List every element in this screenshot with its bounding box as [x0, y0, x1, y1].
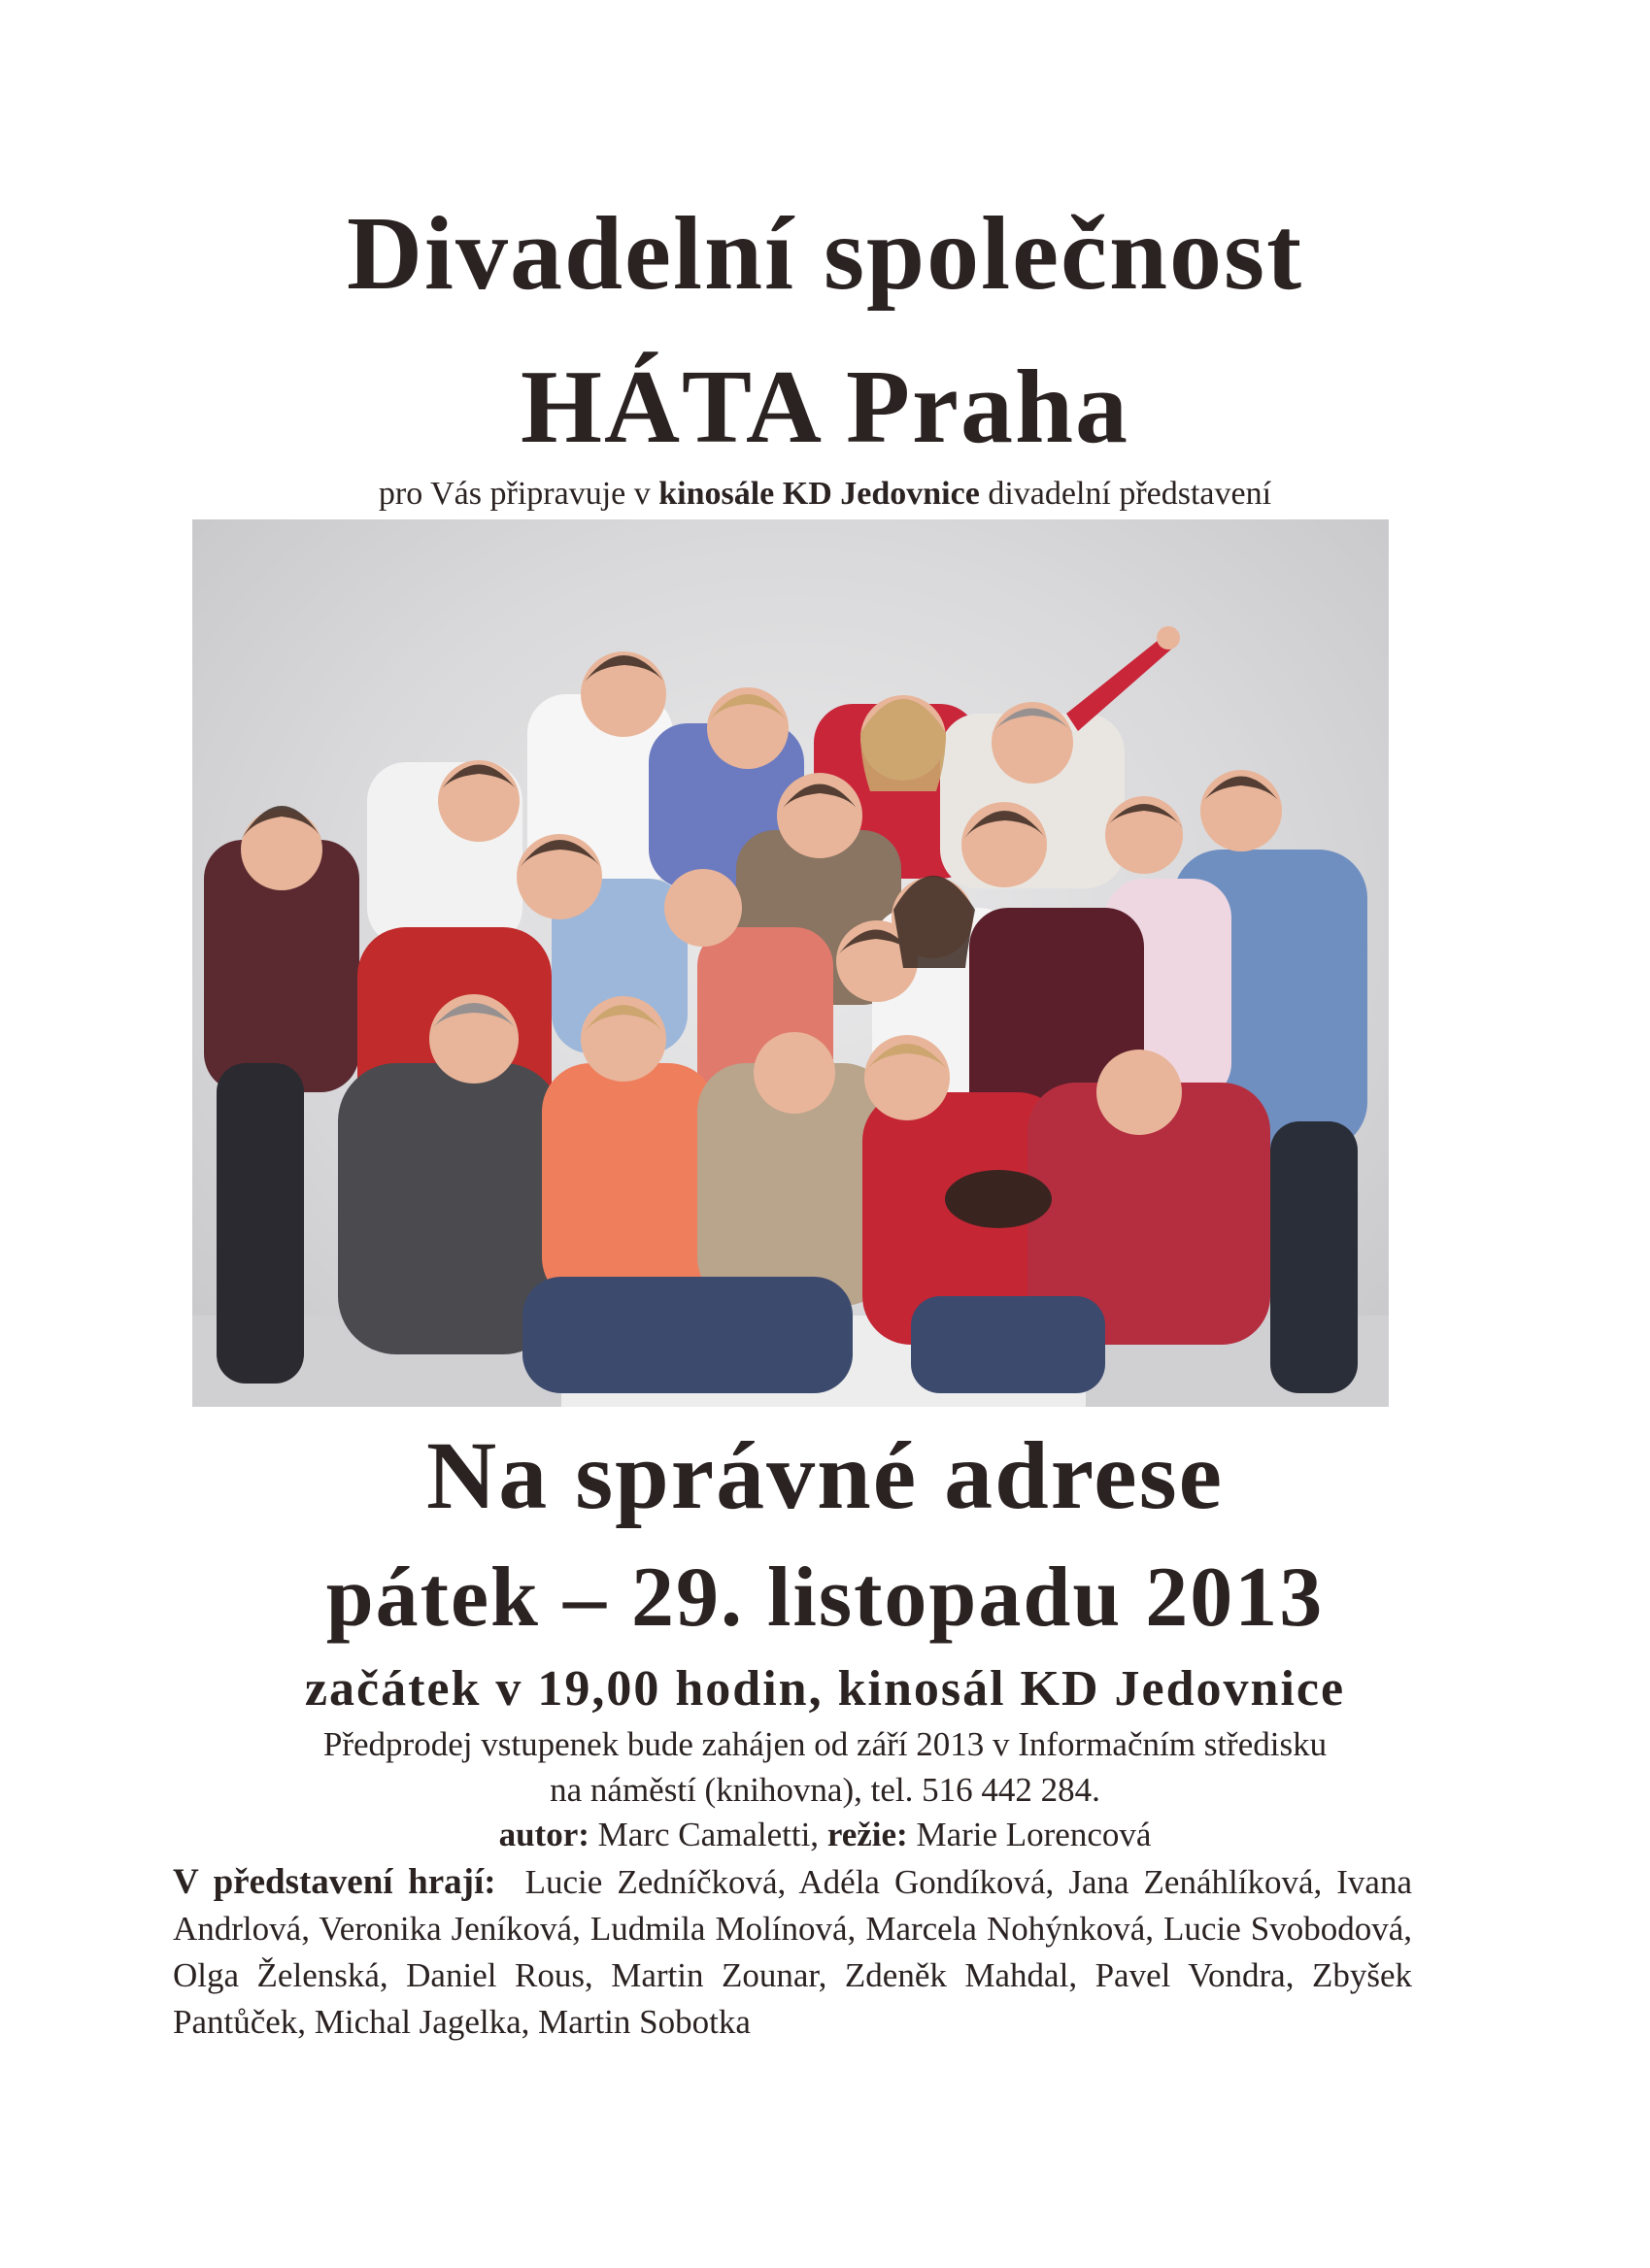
presale-line-1: Předprodej vstupenek bude zahájen od září 2013 v Informačním středisku — [322, 1725, 1328, 1763]
company-name-line-1: Divadelní společnost — [346, 196, 1304, 312]
director-label: režie: — [826, 1816, 908, 1853]
author-name: Marc Camaletti, — [589, 1816, 827, 1853]
credits — [0, 1816, 1650, 1854]
cast-list — [173, 1859, 1412, 2046]
company-name-line-2: HÁTA Praha — [520, 350, 1130, 465]
author-label: autor: — [498, 1816, 589, 1853]
director-name: Marie Lorencová — [907, 1816, 1152, 1853]
cast-label: V představení hrají: — [173, 1862, 496, 1902]
subtitle-venue: kinosále KD Jedovnice — [658, 476, 980, 512]
cast-names: Lucie Zedníčková, Adéla Gondíková, Jana Zenáhlíková, Ivana Andrlová, Veronika Jeníková, Ludmila Molínová, Marcela Nohýnková, Lucie Svobodová, Olga Želenská, Daniel Rous, Martin Zounar, Zdeněk Mahdal, Pavel Vondra, Zbyšek Pantůček, Michal Jagelka, Martin Sobotka — [173, 1863, 1412, 2041]
subtitle-suffix: divadelní představení — [979, 476, 1272, 512]
start-time-venue: začátek v 19,00 hodin, kinosál KD Jedovnice — [304, 1661, 1346, 1717]
cast-group-photo — [192, 519, 1389, 1407]
subtitle — [0, 476, 1650, 513]
subtitle-prefix: pro Vás připravuje v — [378, 476, 659, 512]
play-title: Na správné adrese — [425, 1421, 1224, 1529]
presale-line-2: na náměstí (knihovna), tel. 516 442 284. — [550, 1771, 1100, 1809]
play-date: pátek – 29. listopadu 2013 — [325, 1551, 1325, 1645]
